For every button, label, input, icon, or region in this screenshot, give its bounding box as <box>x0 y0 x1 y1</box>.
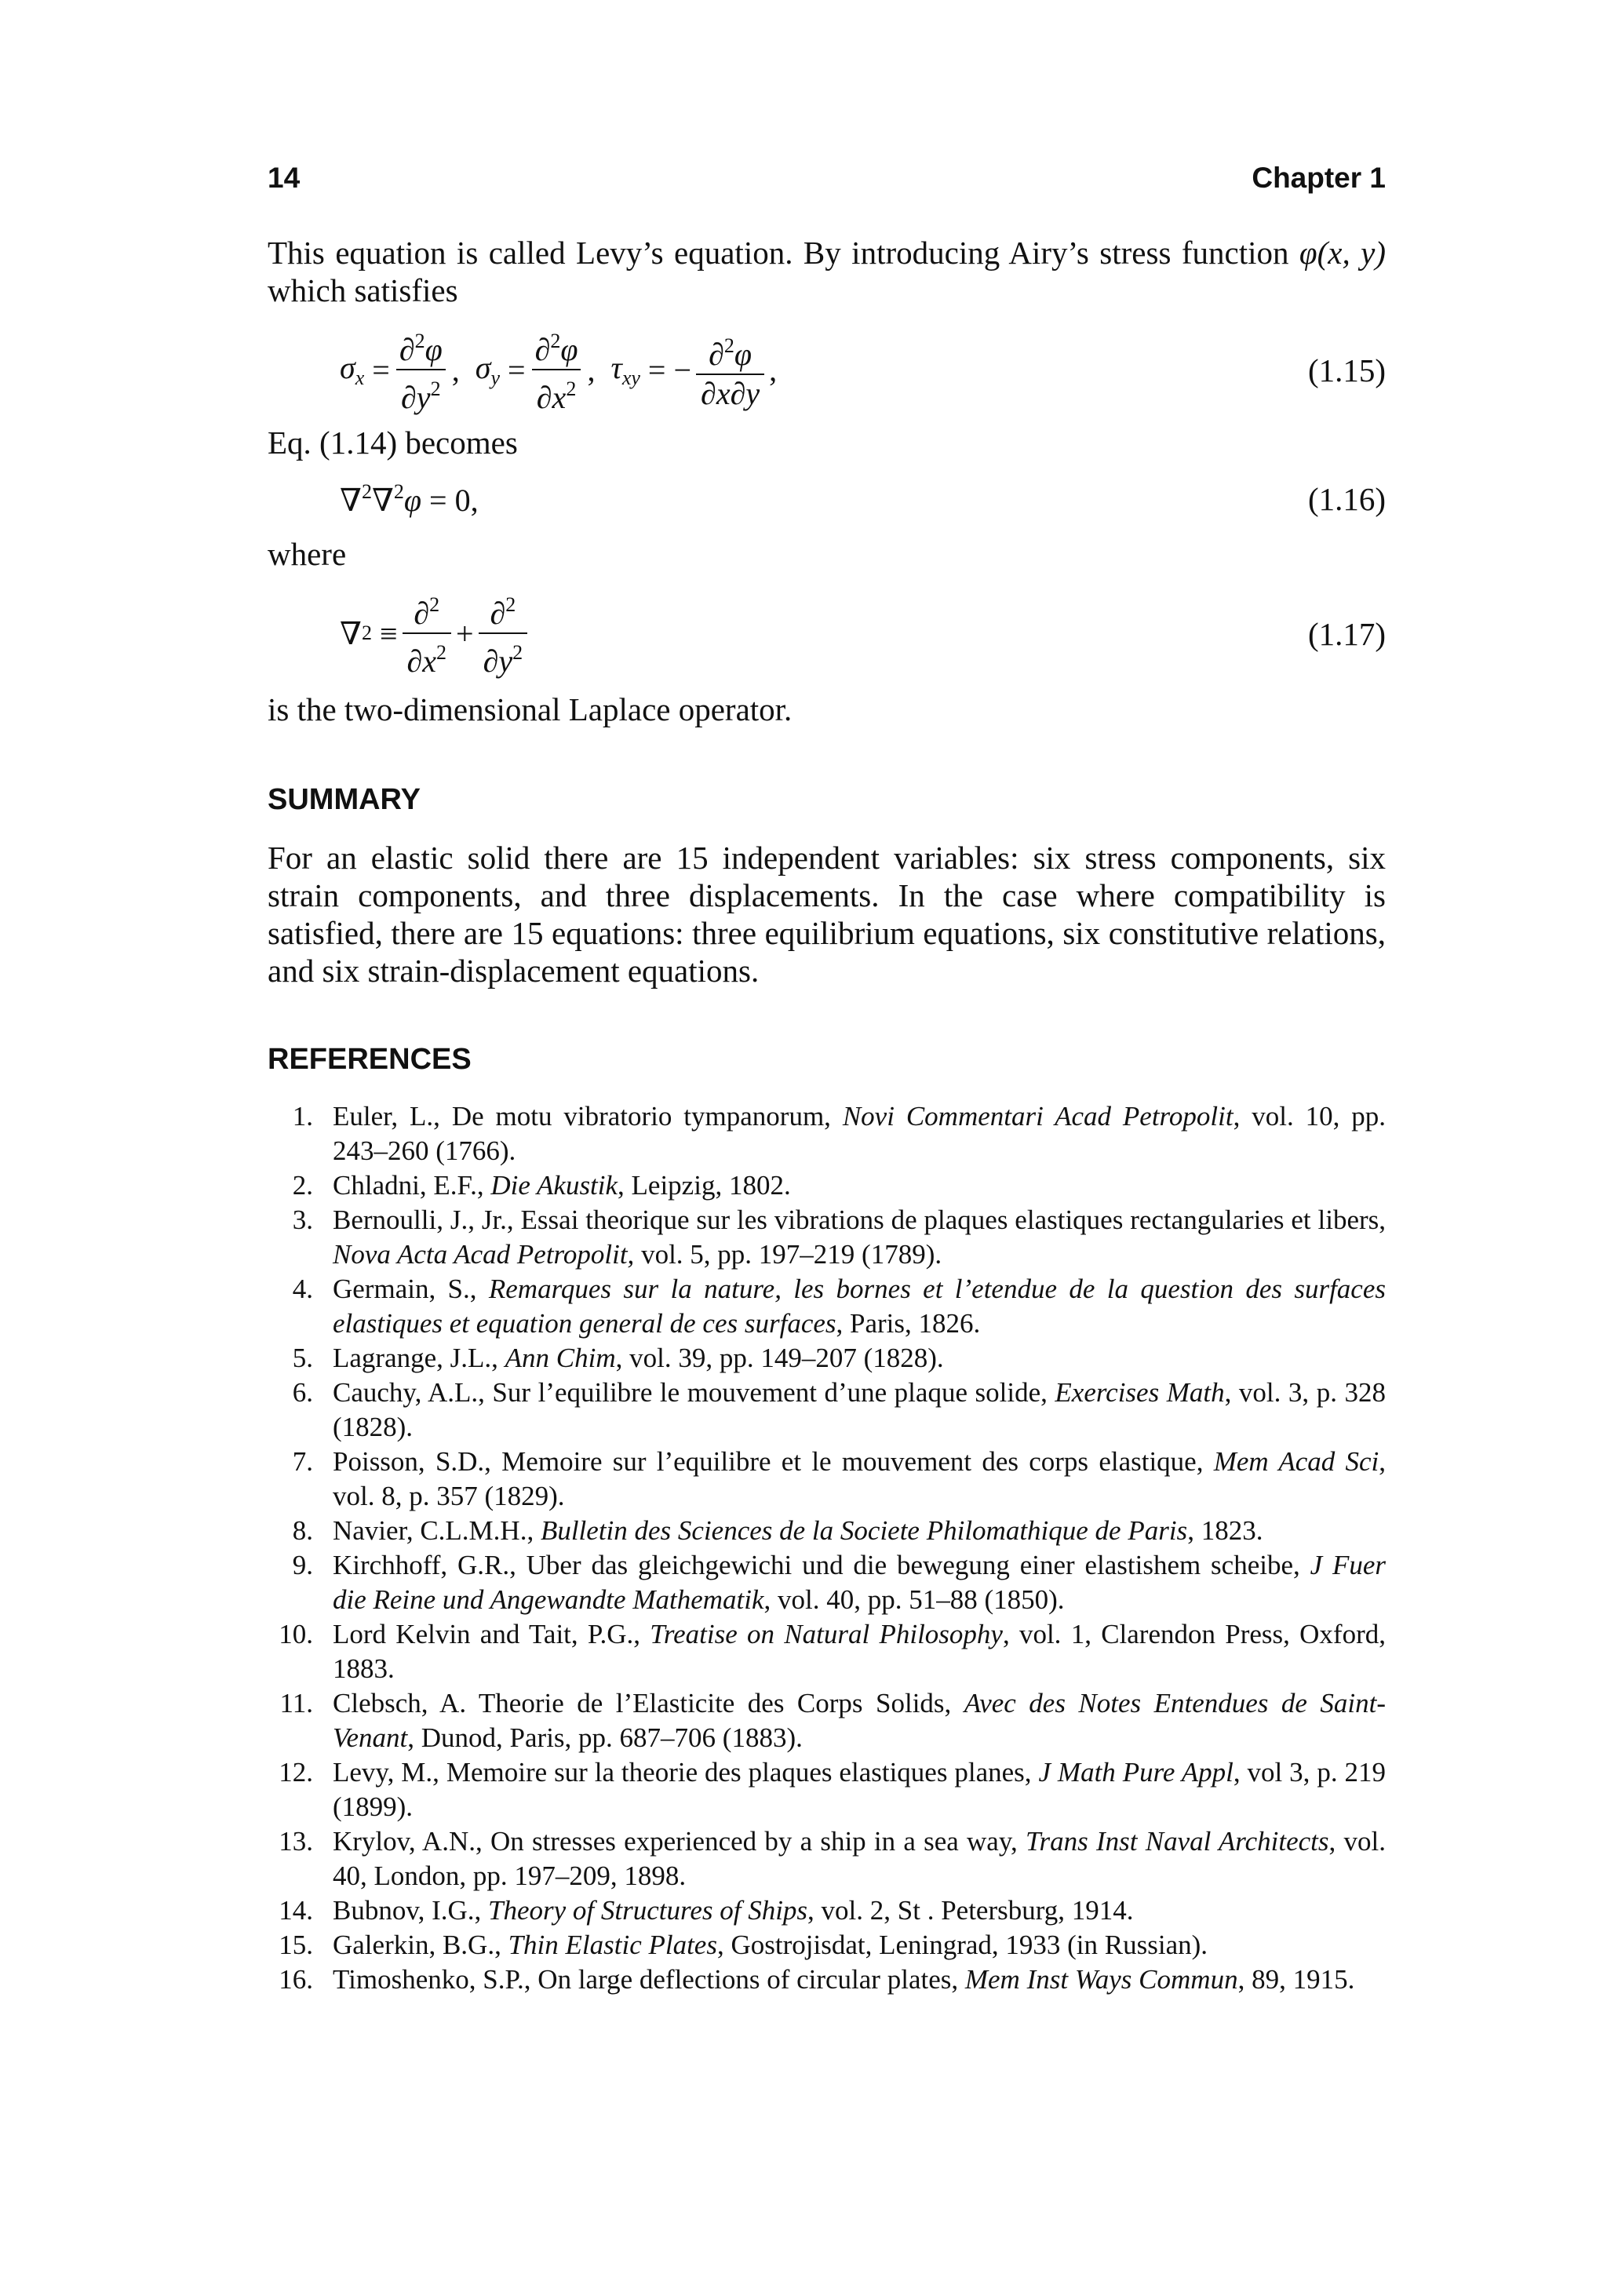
equation-1-15 <box>268 326 1386 413</box>
phi-args: (x, y) <box>1317 235 1386 271</box>
reference-item: 6. Cauchy, A.L., Sur l’equilibre le mouvement d’une plaque solide, Exercises Math, vol. 3, p. 328 (1828). <box>292 1377 1386 1442</box>
intro-text: This equation is called Levy’s equation. By introducing Airy’s stress function <box>268 235 1299 271</box>
reference-item: 9. Kirchhoff, G.R., Uber das gleichgewichi und die bewegung einer elastishem scheibe, J Fuer die Reine und Angewandte Mathematik, vol. 40, pp. 51–88 (1850). <box>292 1550 1386 1615</box>
equation-1-16 <box>268 480 1386 519</box>
equation-number-1-16: (1.16) <box>1307 481 1386 517</box>
reference-item: 3. Bernoulli, J., Jr., Essai theorique sur les vibrations de plaques elastiques rectangularies et libers, Nova Acta Acad Petropolit, vol. 5, pp. 197–219 (1789). <box>292 1204 1386 1270</box>
equation-1-16-body: ∇$^2$∇$^2$φ = 0, <box>340 480 479 518</box>
reference-item: 13. Krylov, A.N., On stresses experienced by a ship in a sea way, Trans Inst Naval Architects, vol. 40, London, pp. 197–209, 1898. <box>279 1826 1386 1891</box>
reference-item: 7. Poisson, S.D., Memoire sur l’equilibre et le mouvement des corps elastique, Mem Acad Sci, vol. 8, p. 357 (1829). <box>292 1446 1387 1511</box>
equation-number-1-15: (1.15) <box>1307 352 1386 388</box>
laplace-text: is the two-dimensional Laplace operator. <box>268 691 793 727</box>
reference-item: 8. Navier, C.L.M.H., Bulletin des Sciences de la Societe Philomathique de Paris, 1823. <box>292 1515 1263 1546</box>
summary-heading: SUMMARY <box>268 783 421 816</box>
reference-item: 15. Galerkin, B.G., Thin Elastic Plates, Gostrojisdat, Leningrad, 1933 (in Russian). <box>279 1930 1208 1960</box>
equation-1-17-body: ∇ 2 ≡ $\frac{\partial^2}{\partial x^2}$ + $\frac{\partial^2}{\partial y^2}$ <box>340 590 532 676</box>
summary-paragraph: For an elastic solid there are 15 independent variables: six stress components, six strain components, and three displacements. In the case where compatibility is satisfied, there are 15 equations: three equilibrium equations, six constitutive relations, and six strain-displacement equations. <box>268 840 1386 989</box>
equation-1-17 <box>268 590 1386 679</box>
reference-item: 11. Clebsch, A. Theorie de l’Elasticite des Corps Solids, Avec des Notes Entendues de Saint-Venant, Dunod, Paris, pp. 687–706 (1883). <box>279 1688 1387 1753</box>
chapter-label: Chapter 1 <box>1252 162 1386 194</box>
equation-number-1-17: (1.17) <box>1307 616 1386 652</box>
references-heading: REFERENCES <box>268 1043 472 1076</box>
running-head <box>268 162 1386 195</box>
eq-reference-text: Eq. (1.14) becomes <box>268 425 518 461</box>
intro-paragraph <box>268 234 1386 272</box>
page-number: 14 <box>268 162 301 194</box>
intro-paragraph-line2: which satisfies <box>268 272 458 308</box>
equation-1-15-body: $\sigma_x$ = $\frac{\partial^2\varphi}{\partial y^2}$ , $\sigma_y$ = $\frac{\partial^2\varphi}{\partial x^2}$ , $\tau_{xy}$ = − $\frac{\partial^2\varphi}{\partial x\partial y}$ , <box>340 330 778 415</box>
reference-item: 14. Bubnov, I.G., Theory of Structures of Ships, vol. 2, St . Petersburg, 1914. <box>279 1895 1134 1926</box>
reference-item: 2. Chladni, E.F., Die Akustik, Leipzig, 1802. <box>292 1170 791 1201</box>
reference-item: 5. Lagrange, J.L., Ann Chim, vol. 39, pp. 149–207 (1828). <box>292 1343 944 1373</box>
references-list <box>268 1099 1386 1997</box>
reference-item: 16. Timoshenko, S.P., On large deflections of circular plates, Mem Inst Ways Commun, 89, 1915. <box>279 1964 1355 1995</box>
reference-item: 10. Lord Kelvin and Tait, P.G., Treatise on Natural Philosophy, vol. 1, Clarendon Press, Oxford, 1883. <box>279 1619 1386 1684</box>
reference-item: 1. Euler, L., De motu vibratorio tympanorum, Novi Commentari Acad Petropolit, vol. 10, pp. 243–260 (1766). <box>292 1101 1386 1166</box>
where-text: where <box>268 536 347 572</box>
reference-item: 4. Germain, S., Remarques sur la nature, les bornes et l’etendue de la question des surfaces elastiques et equation general de ces surfaces, Paris, 1826. <box>292 1274 1386 1339</box>
reference-item: 12. Levy, M., Memoire sur la theorie des plaques elastiques planes, J Math Pure Appl, vol 3, p. 219 (1899). <box>279 1757 1387 1822</box>
phi-symbol: φ <box>1299 235 1317 271</box>
